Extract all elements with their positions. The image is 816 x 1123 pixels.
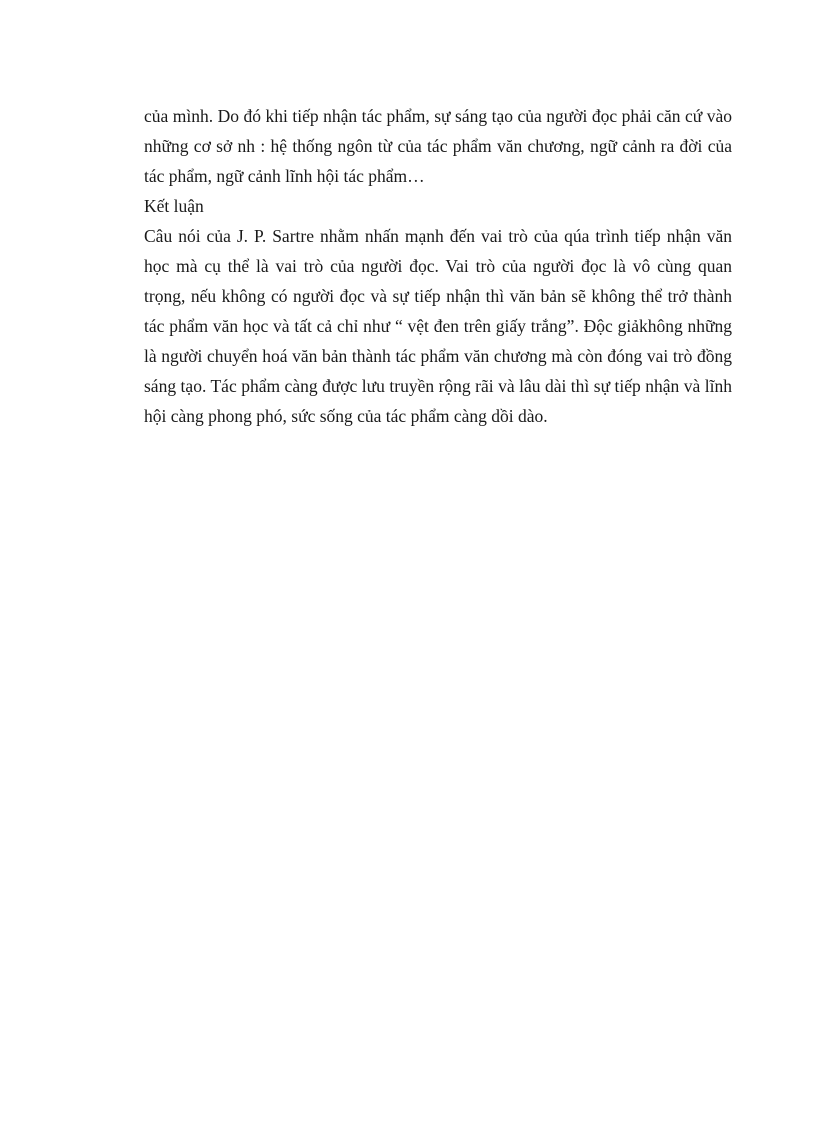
document-body [144, 101, 732, 431]
paragraph-conclusion: Câu nói của J. P. Sartre nhằm nhấn mạnh đến vai trò của qúa trình tiếp nhận văn học mà cụ thể là vai trò của người đọc. Vai trò của người đọc là vô cùng quan trọng, nếu không có người đọc và sự tiếp nhận thì văn bản sẽ không thể trở thành tác phẩm văn học và tất cả chỉ như “ vệt đen trên giấy trắng”. Độc giảkhông những là người chuyển hoá văn bản thành tác phẩm văn chương mà còn đóng vai trò đồng sáng tạo. Tác phẩm càng được lưu truyền rộng rãi và lâu dài thì sự tiếp nhận và lĩnh hội càng phong phó, sức sống của tác phẩm càng dồi dào. [144, 226, 732, 426]
paragraph-continuation: của mình. Do đó khi tiếp nhận tác phẩm, sự sáng tạo của người đọc phải căn cứ vào những cơ sở nh : hệ thống ngôn từ của tác phẩm văn chương, ngữ cảnh ra đời của tác phẩm, ngữ cảnh lĩnh hội tác phẩm… [144, 106, 732, 186]
section-heading-conclusion: Kết luận [144, 196, 204, 216]
